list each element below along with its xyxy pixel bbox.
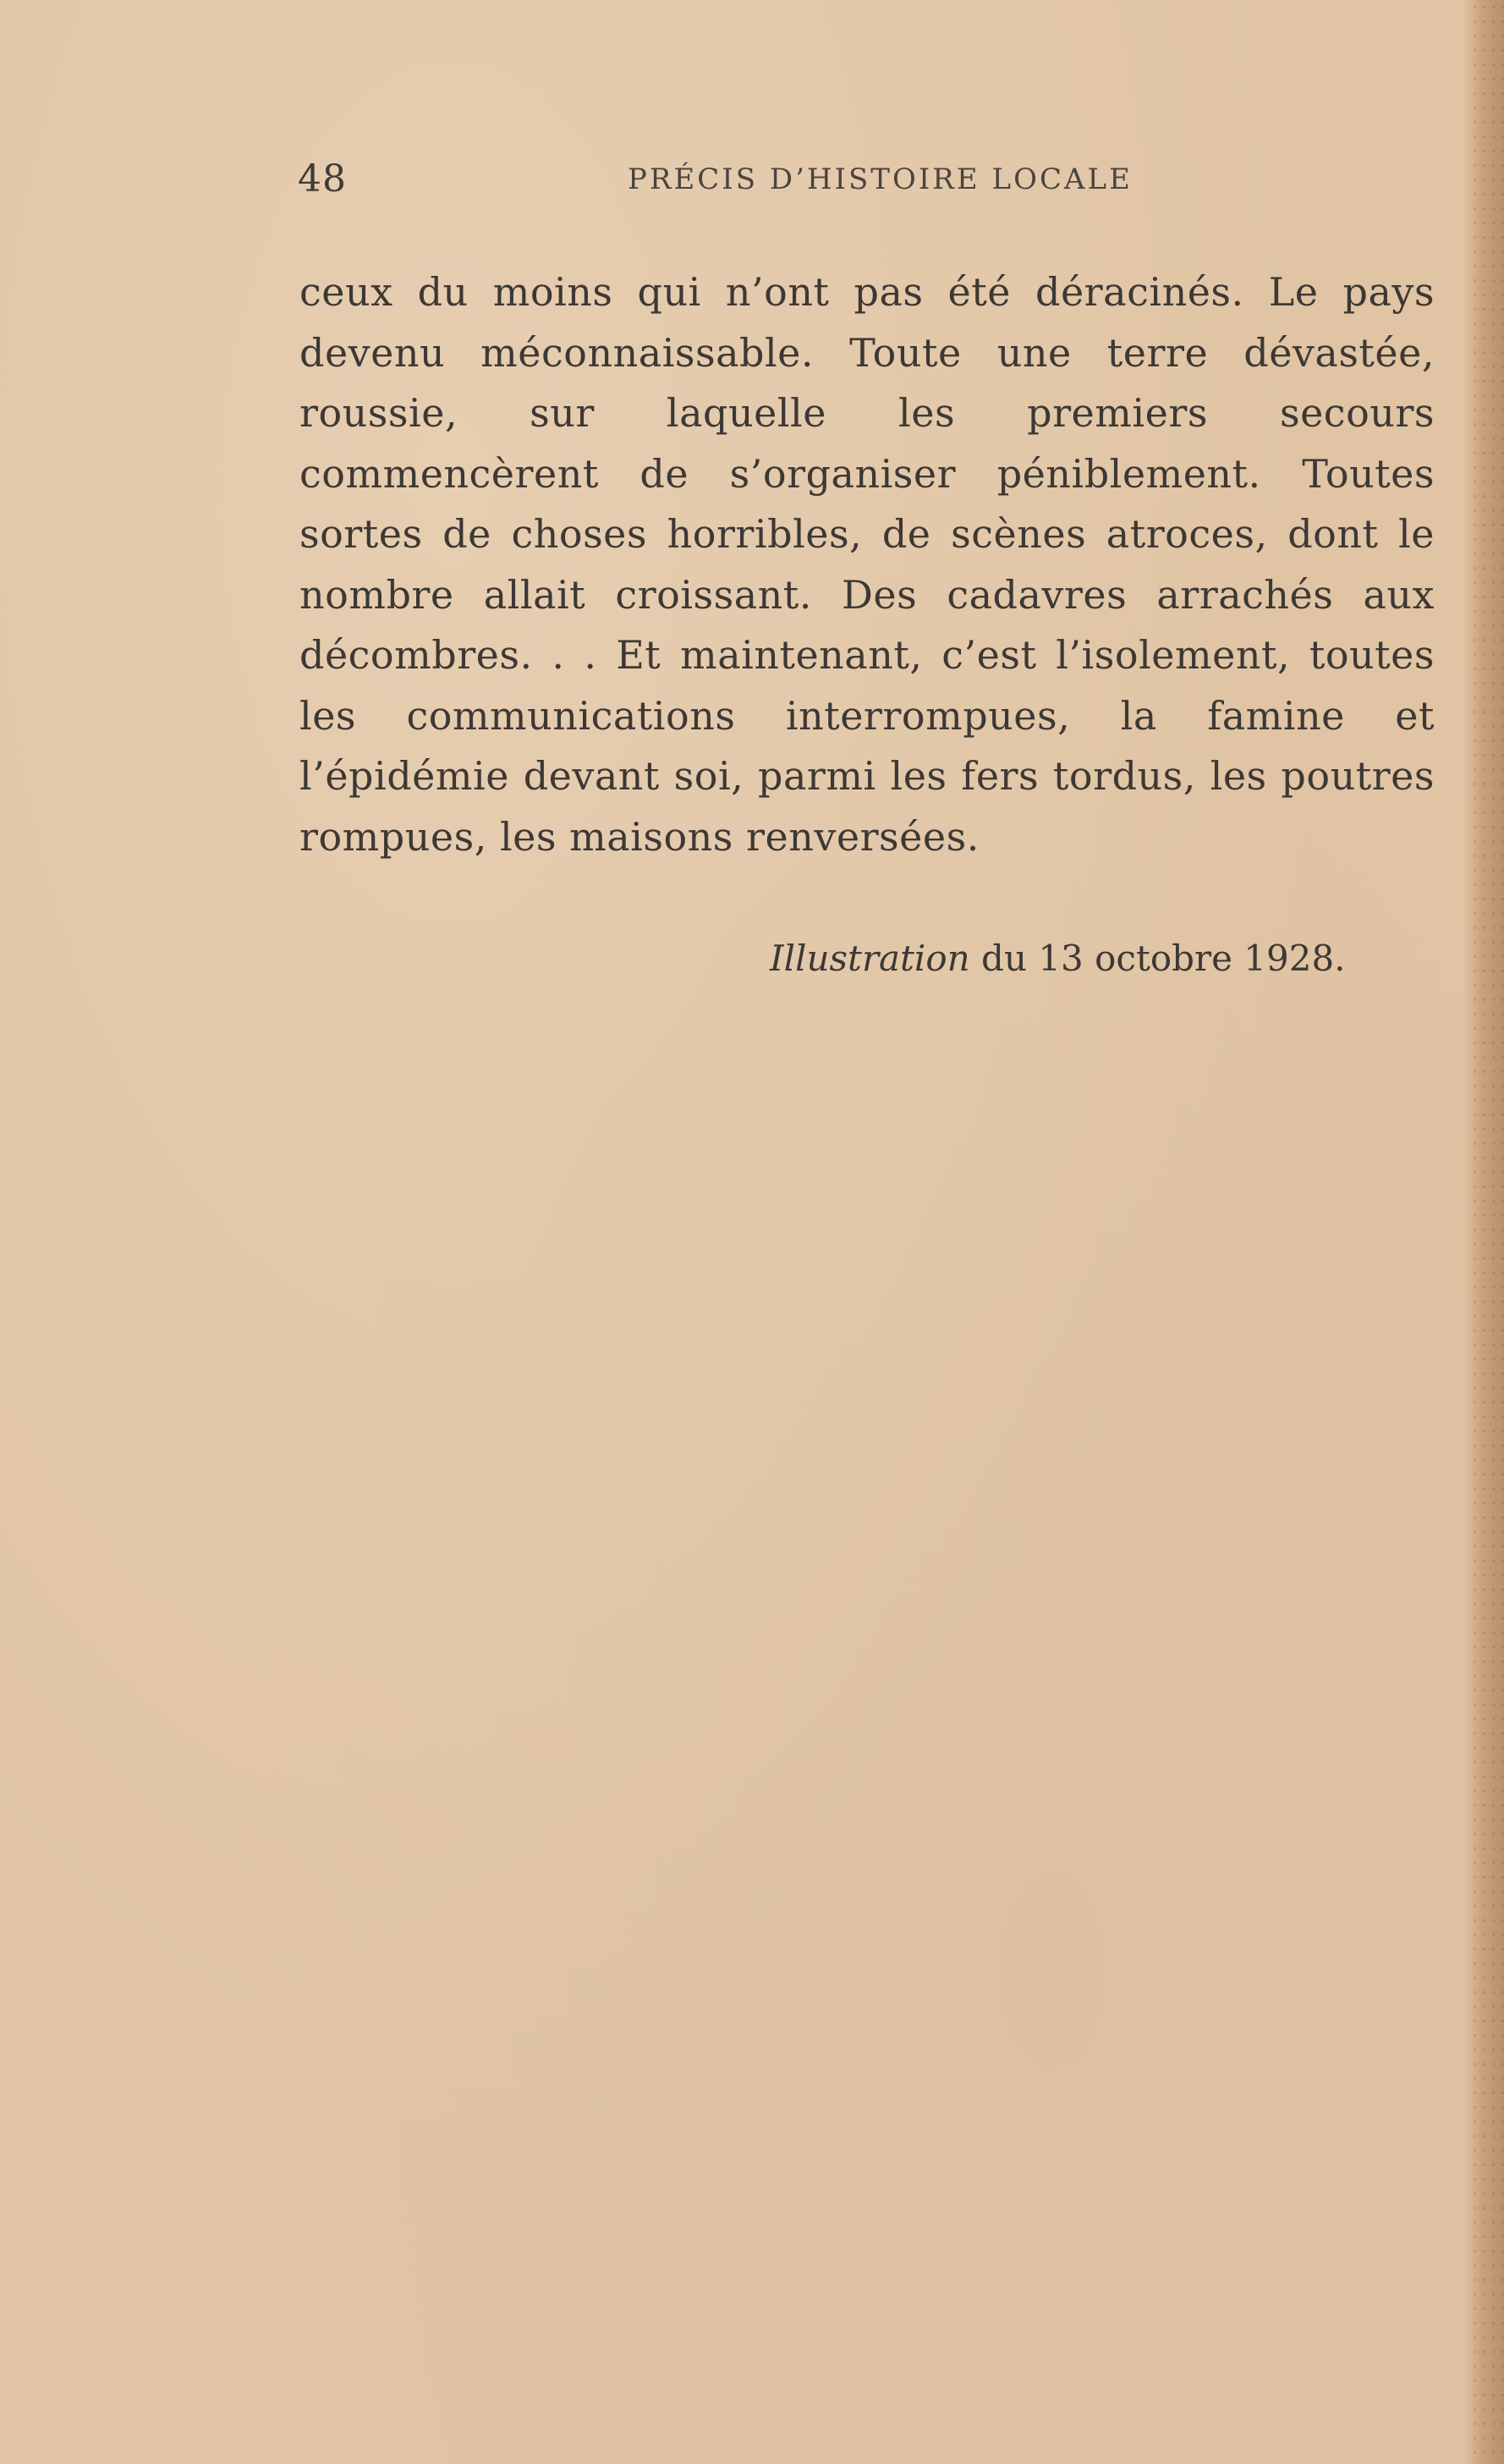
- page-edge-texture: [1470, 0, 1504, 2464]
- source-date: du 13 octobre 1928.: [969, 938, 1346, 979]
- running-head: PRÉCIS D’HISTOIRE LOCALE: [628, 162, 1133, 196]
- source-title: Illustration: [770, 938, 970, 979]
- paragraph: ceux du moins qui n’ont pas été déracinés. Le pays devenu méconnaissable. Toute une terre dévastée, roussie, sur laquelle les premiers secours commencèrent de s’organiser péniblement. Toutes sortes de choses horribles, de scènes atroces, dont le nombre allait croissant. Des cadavres arrachés aux décombres. . . Et maintenant, c’est l’isolement, toutes les communications interrompues, la famine et l’épidémie devant soi, parmi les fers tordus, les poutres rompues, les maisons renversées.: [299, 269, 1435, 860]
- body-text: [299, 262, 1435, 867]
- page-number: 48: [298, 157, 347, 201]
- source-citation: [770, 938, 1346, 979]
- page-header: [298, 157, 1161, 208]
